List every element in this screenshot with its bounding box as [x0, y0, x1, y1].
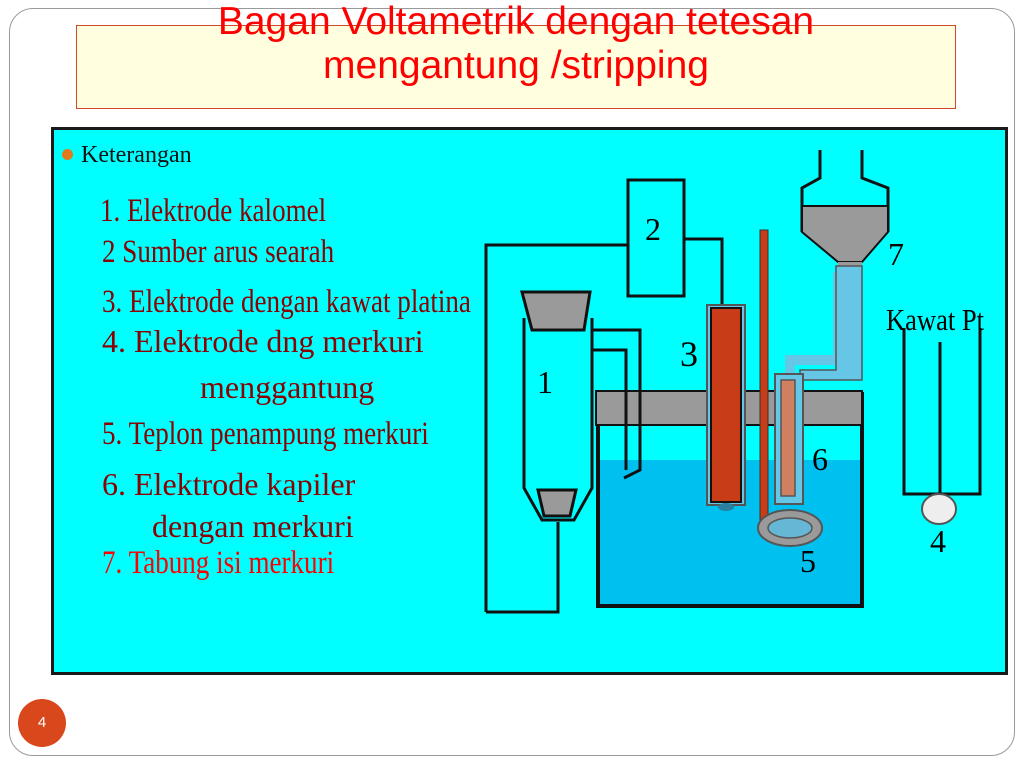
- label-6: 6: [812, 441, 828, 477]
- label-4: 4: [930, 523, 946, 559]
- teflon-collector-inner: [768, 518, 812, 538]
- calomel-electrode-tip: [538, 490, 576, 516]
- electrode-rod: [760, 230, 768, 530]
- legend-item-4: 4. Elektrode dng merkuri: [102, 323, 424, 359]
- mercury-in-reservoir: [802, 206, 888, 262]
- legend-item-6-cont: dengan merkuri: [152, 508, 354, 544]
- legend-item-4-cont: menggantung: [200, 369, 375, 405]
- platinum-electrode: [711, 308, 741, 502]
- slide-title-line2: mengantung /stripping: [323, 44, 709, 87]
- capillary-mercury: [781, 380, 795, 496]
- bullet-text: Keterangan: [81, 142, 192, 168]
- legend-item-2: 2 Sumber arus searah: [102, 234, 335, 270]
- legend-item-1: 1. Elektrode kalomel: [100, 193, 327, 229]
- slide-title-line1: Bagan Voltametrik dengan tetesan: [217, 0, 815, 43]
- label-3: 3: [680, 334, 698, 374]
- legend-item-3: 3. Elektrode dengan kawat platina: [102, 284, 471, 320]
- label-kawat-pt: Kawat Pt: [886, 302, 985, 337]
- capillary-tube-inner: [790, 272, 838, 380]
- label-1: 1: [537, 364, 553, 400]
- mercury-drop: [922, 494, 956, 524]
- page-number-badge: 4: [18, 699, 66, 747]
- mercury-drop-vessel: [904, 328, 980, 494]
- label-7: 7: [888, 236, 904, 272]
- legend-item-5: 5. Teplon penampung merkuri: [102, 416, 429, 452]
- legend-item-6: 6. Elektrode kapiler: [102, 466, 356, 502]
- label-2: 2: [645, 211, 661, 247]
- wire-bottom-left: [486, 522, 558, 612]
- platinum-electrode-tip: [718, 503, 734, 511]
- legend-item-7: 7. Tabung isi merkuri: [102, 545, 335, 581]
- label-5: 5: [800, 543, 816, 579]
- calomel-electrode-cap: [522, 292, 590, 330]
